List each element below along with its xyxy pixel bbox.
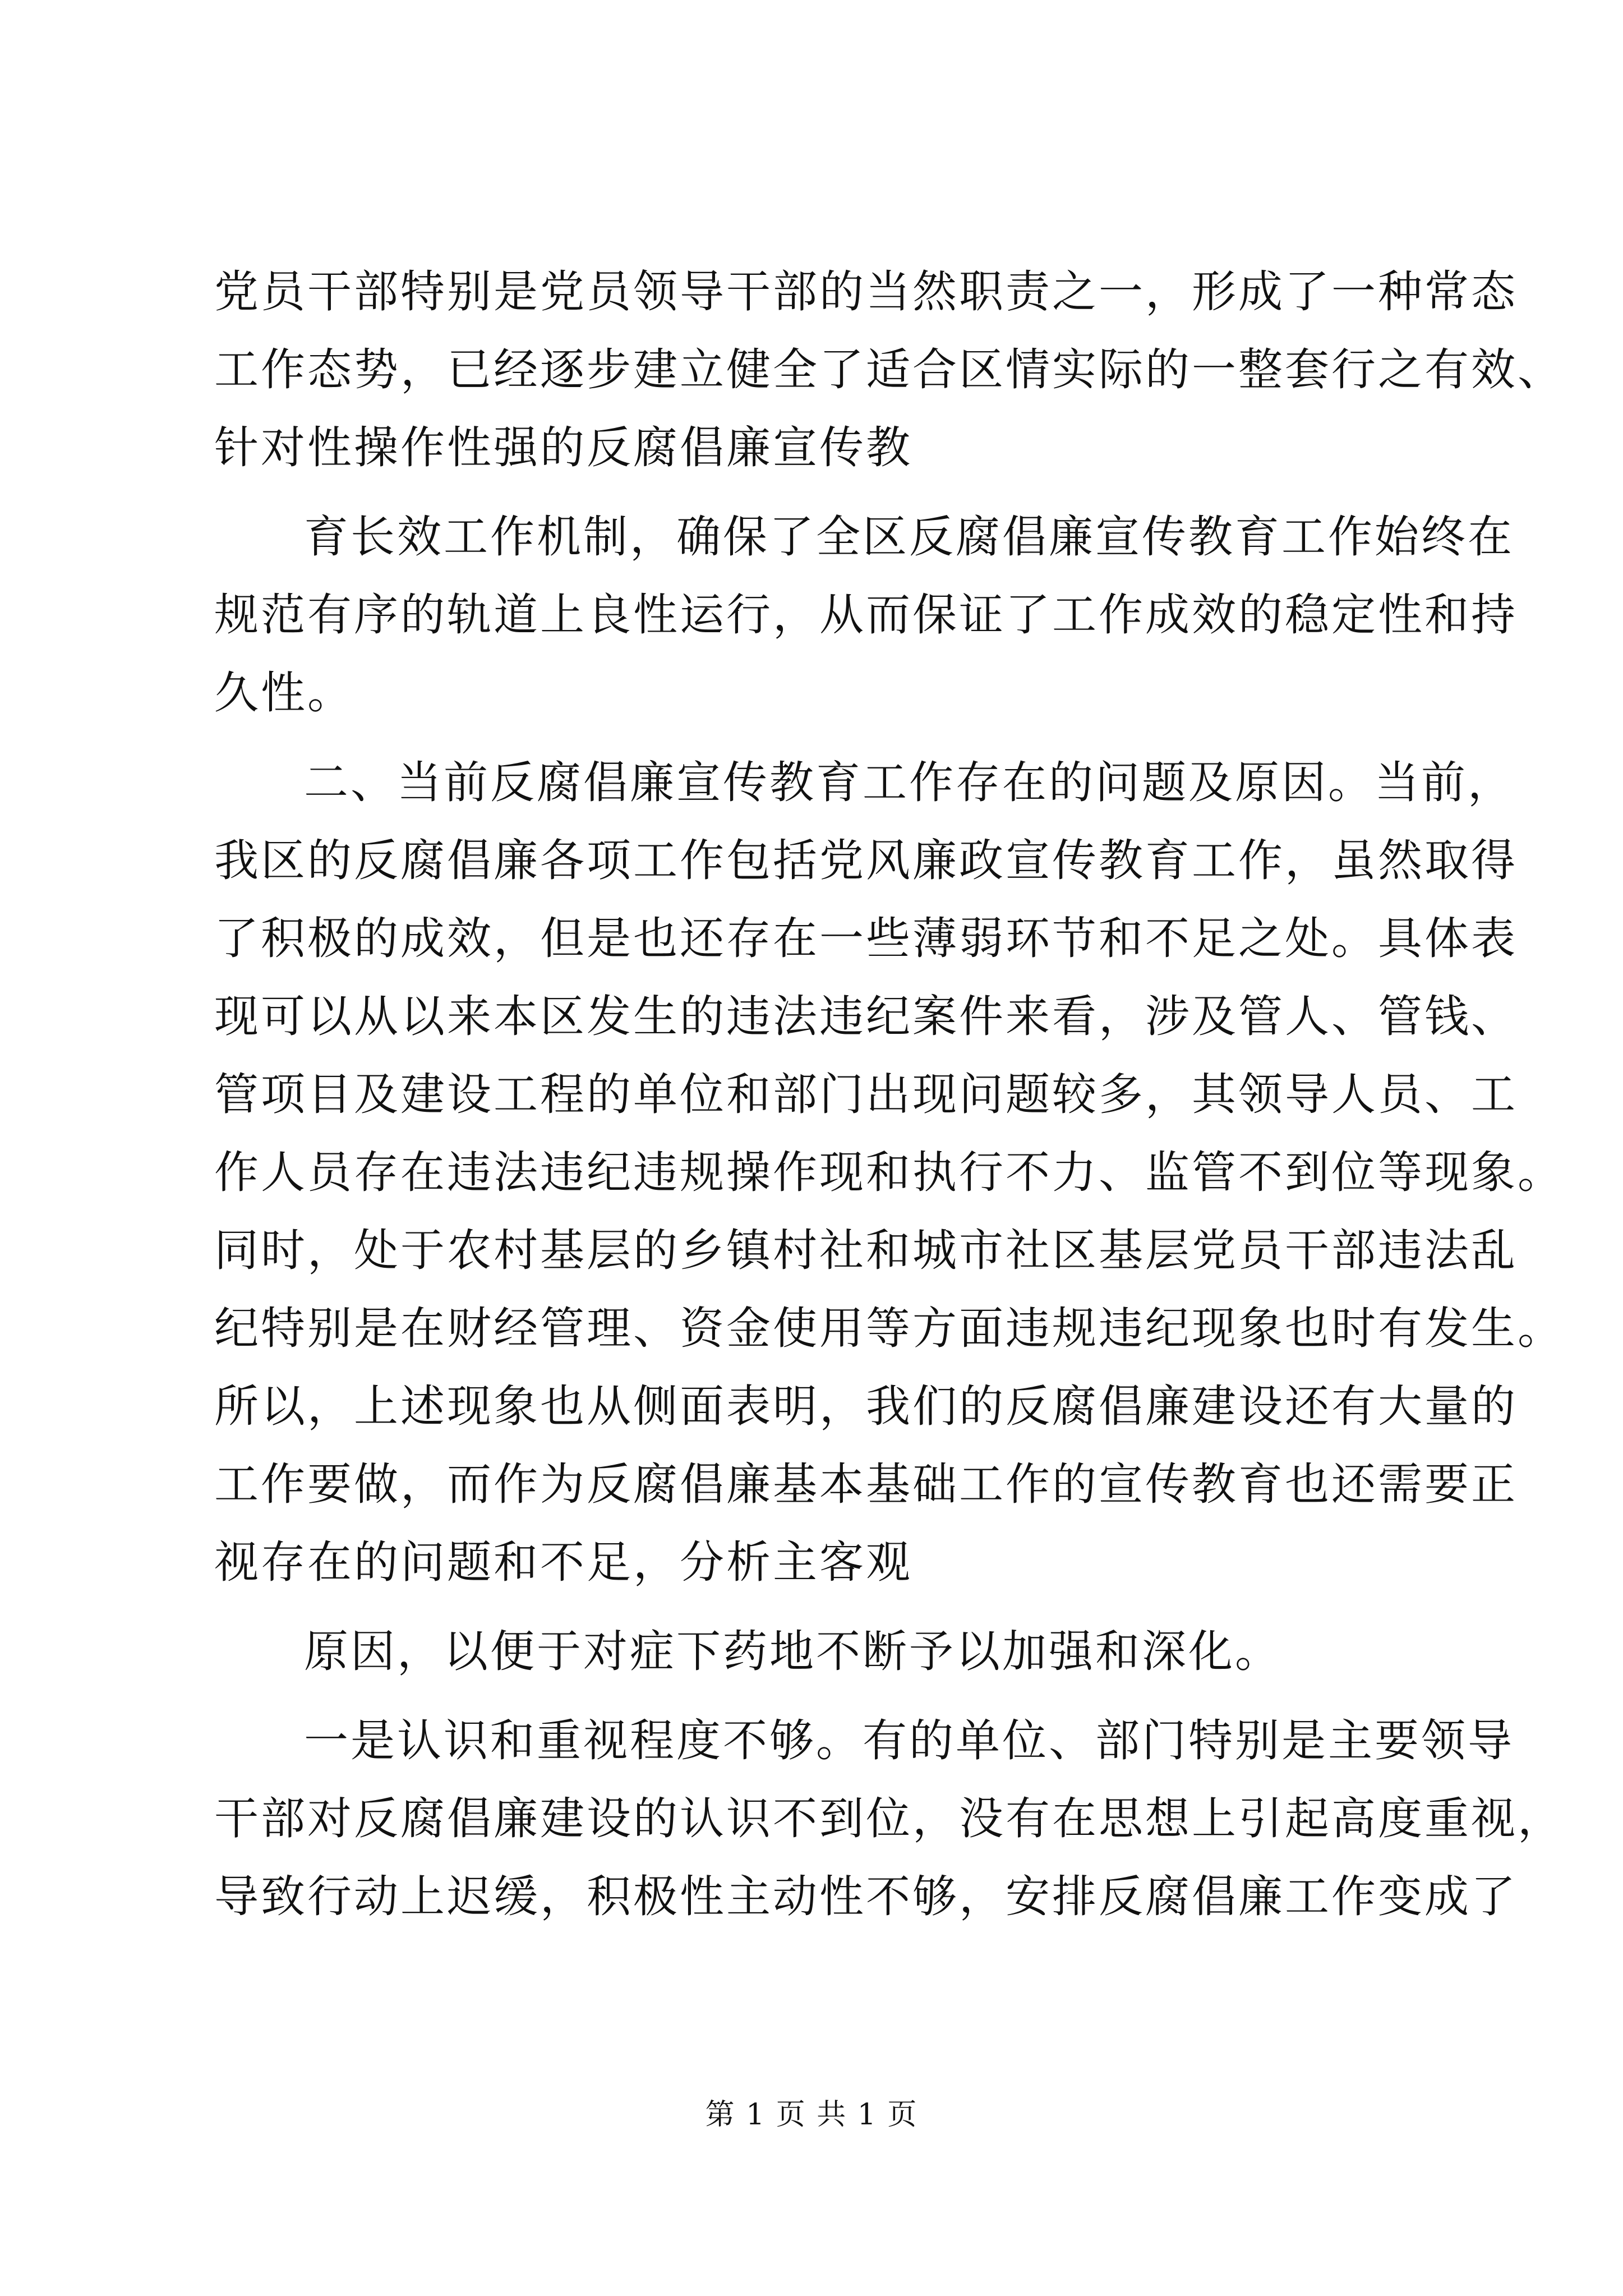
text-line: 管项目及建设工程的单位和部门出现问题较多，其领导人员、工 (214, 1069, 1518, 1120)
text-line: 育长效工作机制，确保了全区反腐倡廉宣传教育工作始终在 (304, 511, 1514, 563)
text-line: 视存在的问题和不足，分析主客观 (214, 1536, 912, 1588)
text-line: 原因，以便于对症下药地不断予以加强和深化。 (304, 1626, 1281, 1677)
text-line: 同时，处于农村基层的乡镇村社和城市社区基层党员干部违法乱 (214, 1225, 1518, 1276)
text-line: 针对性操作性强的反腐倡廉宣传教 (214, 422, 912, 473)
text-line: 我区的反腐倡廉各项工作包括党风廉政宣传教育工作，虽然取得 (214, 835, 1518, 886)
text-line: 导致行动上迟缓，积极性主动性不够，安排反腐倡廉工作变成了 (214, 1871, 1518, 1922)
text-line: 党员干部特别是党员领导干部的当然职责之一，形成了一种常态 (214, 266, 1518, 318)
text-line: 一是认识和重视程度不够。有的单位、部门特别是主要领导 (304, 1715, 1514, 1766)
text-line: 所以，上述现象也从侧面表明，我们的反腐倡廉建设还有大量的 (214, 1381, 1518, 1432)
text-line: 工作态势，已经逐步建立健全了适合区情实际的一整套行之有效、 (214, 344, 1564, 395)
text-line: 规范有序的轨道上良性运行，从而保证了工作成效的稳定性和持 (214, 589, 1518, 641)
text-line: 工作要做，而作为反腐倡廉基本基础工作的宣传教育也还需要正 (214, 1458, 1518, 1510)
text-line: 纪特别是在财经管理、资金使用等方面违规违纪现象也时有发生。 (214, 1303, 1564, 1354)
text-line: 二、当前反腐倡廉宣传教育工作存在的问题及原因。当前， (304, 757, 1514, 808)
text-line: 了积极的成效，但是也还存在一些薄弱环节和不足之处。具体表 (214, 913, 1518, 964)
text-line: 作人员存在违法违纪违规操作现和执行不力、监管不到位等现象。 (214, 1147, 1564, 1198)
page-footer: 第 1 页 共 1 页 (705, 2098, 918, 2132)
text-line: 久性。 (214, 667, 354, 719)
text-line: 干部对反腐倡廉建设的认识不到位，没有在思想上引起高度重视， (214, 1793, 1564, 1844)
text-line: 现可以从以来本区发生的违法违纪案件来看，涉及管人、管钱、 (214, 991, 1518, 1042)
